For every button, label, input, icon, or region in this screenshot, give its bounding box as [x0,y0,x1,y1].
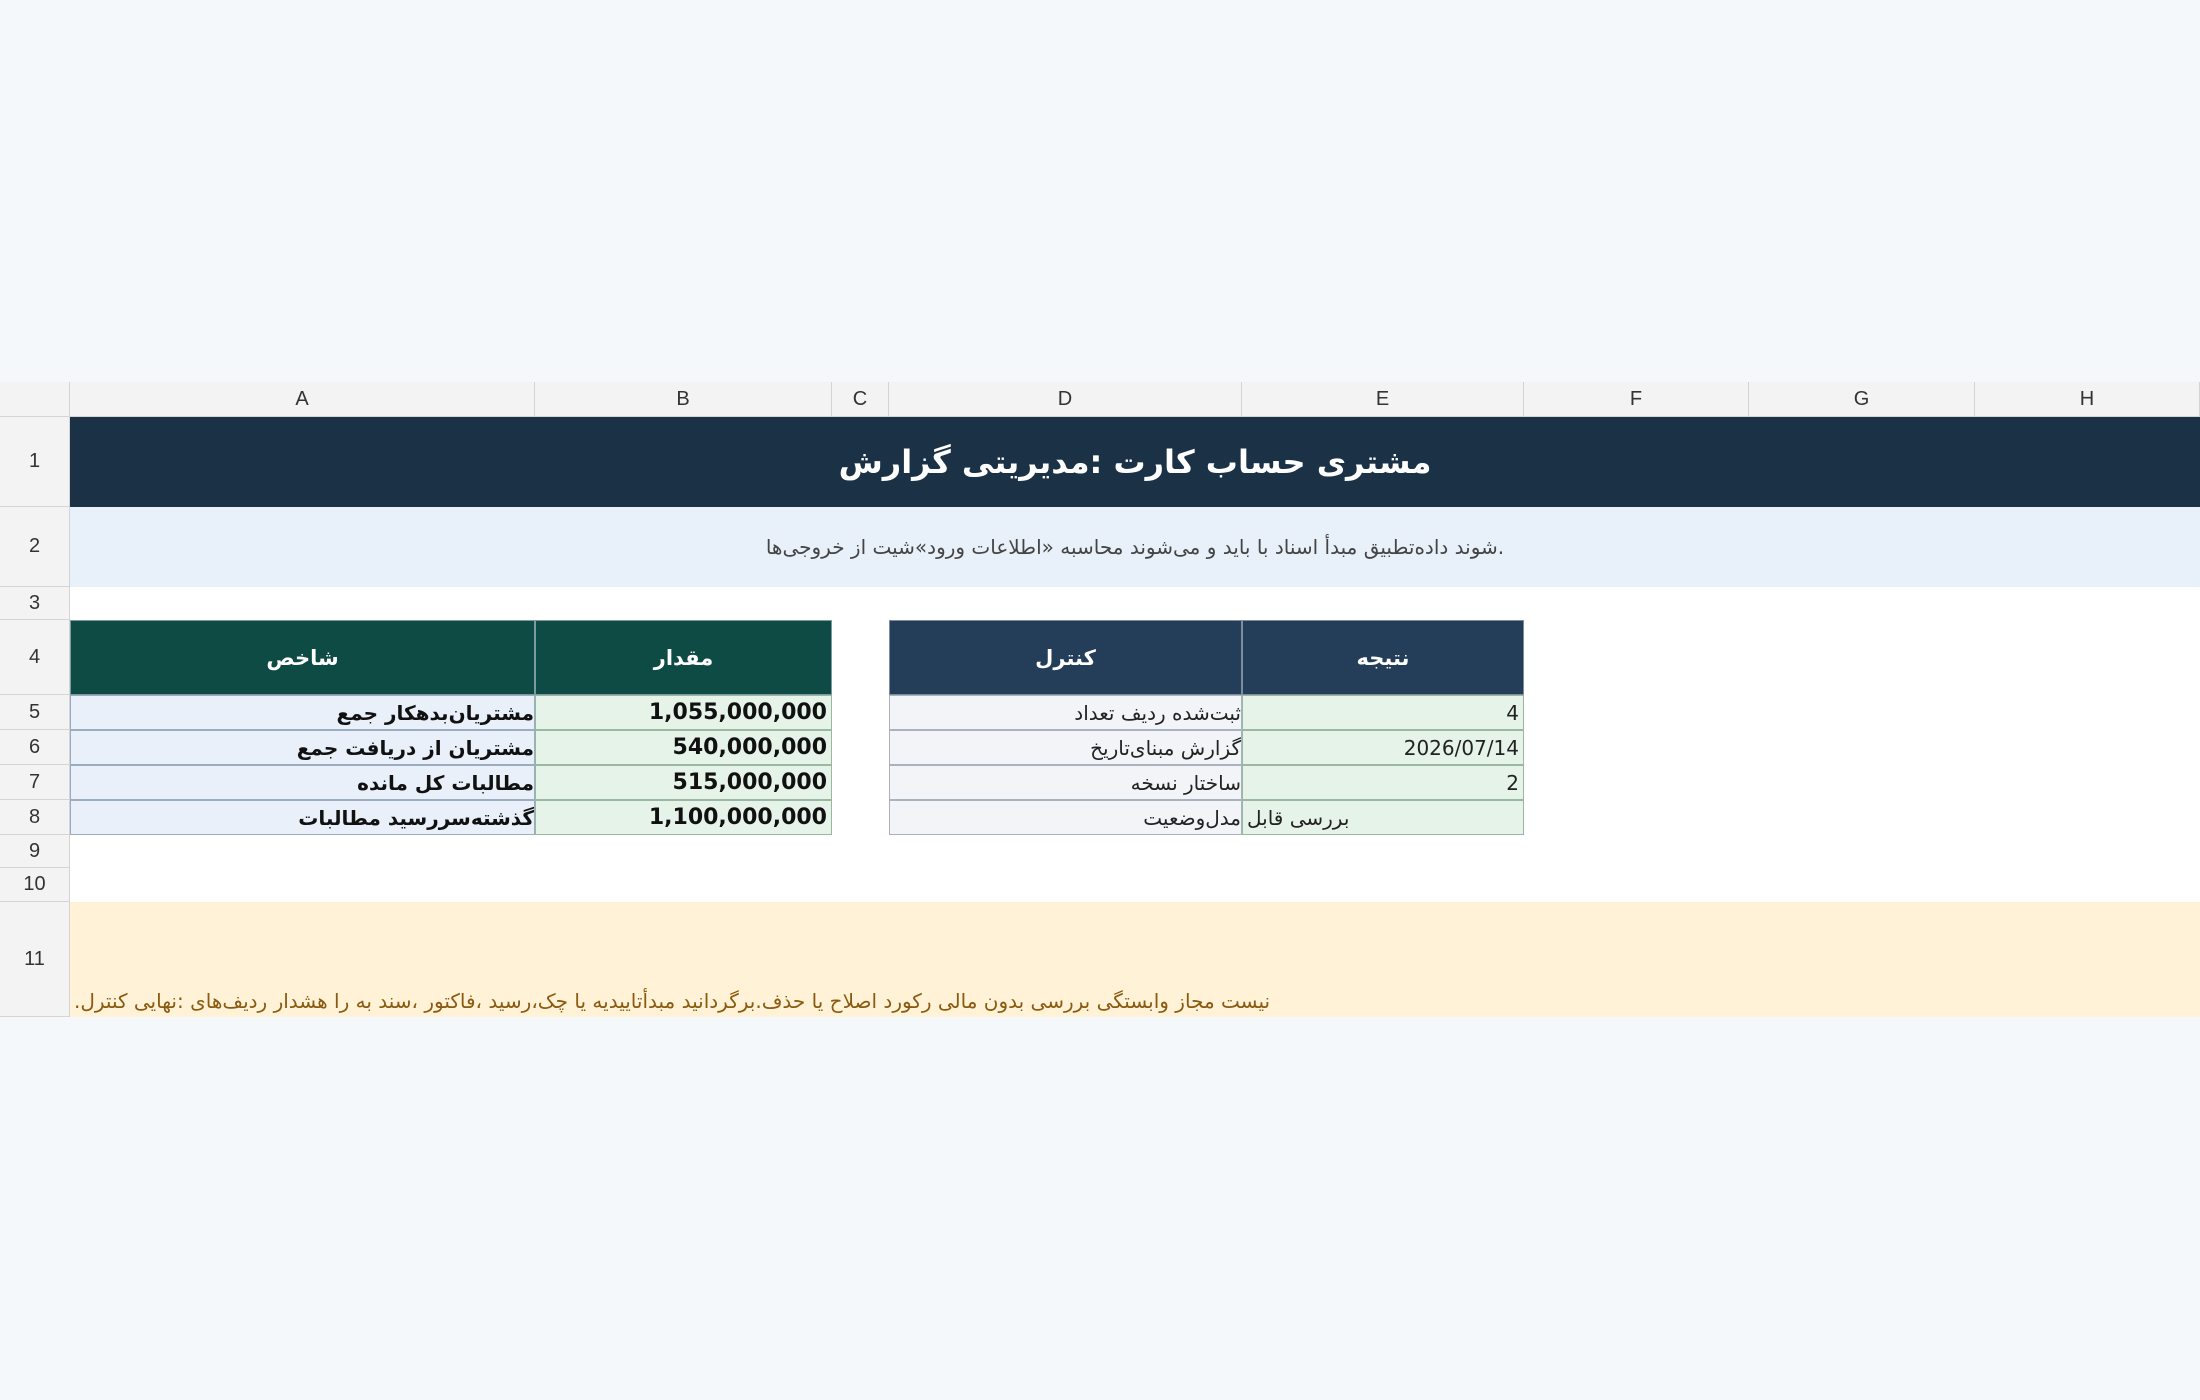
kpi-header-label: شاخص [70,620,535,695]
control-label-cell[interactable]: مدل‌وضعیت [889,800,1242,835]
report-note: .شوند داده‌تطبیق مبدأ اسناد با باید و می‌شوند محاسبه «اطلاعات ورود»شیت از خروجی‌ها [70,507,2200,587]
row-header-5[interactable]: 5 [0,695,70,730]
select-all-corner[interactable] [0,382,70,417]
report-title: مشتری حساب کارت :مدیریتی گزارش [70,417,2200,507]
column-header-g[interactable]: G [1749,382,1975,417]
row-header-6[interactable]: 6 [0,730,70,765]
column-header-b[interactable]: B [535,382,832,417]
control-result-cell[interactable]: 2026/07/14 [1242,730,1524,765]
kpi-label-cell[interactable]: مشتریان‌بدهکار جمع [70,695,535,730]
row-header-7[interactable]: 7 [0,765,70,800]
spreadsheet [0,382,2200,1017]
row-header-11[interactable]: 11 [0,902,70,1017]
control-result-cell[interactable]: 2 [1242,765,1524,800]
row-header-4[interactable]: 4 [0,620,70,695]
kpi-label-cell[interactable]: مطالبات کل مانده [70,765,535,800]
column-header-c[interactable]: C [832,382,889,417]
control-label-cell[interactable]: ساختار نسخه [889,765,1242,800]
final-control-warning: .نیست مجاز وابستگی بررسی بدون مالی رکورد اصلاح یا حذف.برگردانید مبدأتاییدیه یا چک،رسید ،فاکتور ،سند به را هشدار ردیف‌های :نهایی کنترل [70,902,2200,1017]
kpi-label-cell[interactable]: گذشته‌سررسید مطالبات [70,800,535,835]
row-header-3[interactable]: 3 [0,587,70,620]
column-header-d[interactable]: D [889,382,1242,417]
column-header-h[interactable]: H [1975,382,2200,417]
kpi-value-cell[interactable]: 540,000,000 [535,730,832,765]
row-header-2[interactable]: 2 [0,507,70,587]
row-header-10[interactable]: 10 [0,868,70,902]
control-result-cell[interactable]: بررسی قابل [1242,800,1524,835]
kpi-label-cell[interactable]: مشتریان از دریافت جمع [70,730,535,765]
control-header-control: کنترل [889,620,1242,695]
kpi-value-cell[interactable]: 1,100,000,000 [535,800,832,835]
column-header-a[interactable]: A [70,382,535,417]
kpi-value-cell[interactable]: 1,055,000,000 [535,695,832,730]
kpi-value-cell[interactable]: 515,000,000 [535,765,832,800]
control-label-cell[interactable]: ثبت‌شده ردیف تعداد [889,695,1242,730]
kpi-header-value: مقدار [535,620,832,695]
control-header-result: نتیجه [1242,620,1524,695]
column-header-f[interactable]: F [1524,382,1749,417]
control-label-cell[interactable]: گزارش مبنای‌تاریخ [889,730,1242,765]
row-header-8[interactable]: 8 [0,800,70,835]
row-header-1[interactable]: 1 [0,417,70,507]
control-result-cell[interactable]: 4 [1242,695,1524,730]
row-header-9[interactable]: 9 [0,835,70,868]
column-header-e[interactable]: E [1242,382,1524,417]
